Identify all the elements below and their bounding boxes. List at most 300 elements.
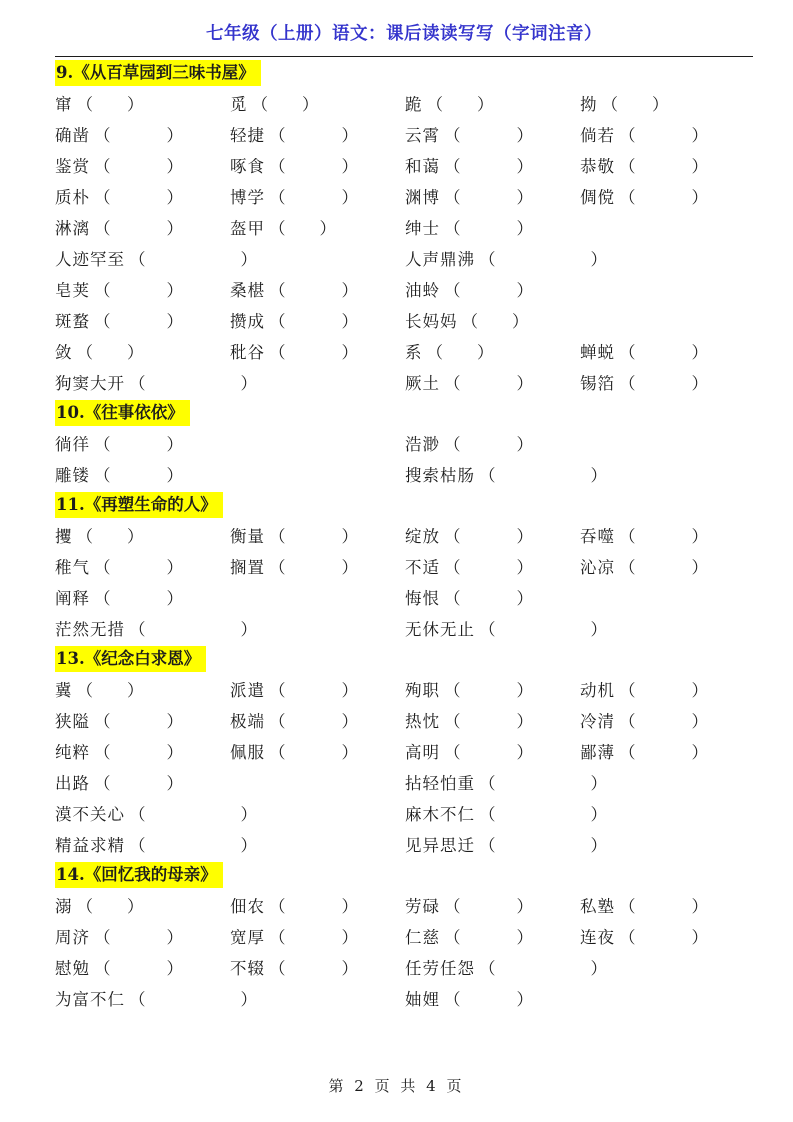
pinyin-blank bbox=[461, 295, 517, 296]
word-entry bbox=[55, 770, 230, 794]
blank-close-paren: ） bbox=[166, 156, 183, 176]
sections bbox=[55, 60, 753, 1013]
blank-open-paren: （ bbox=[619, 742, 636, 762]
pinyin-blank bbox=[268, 109, 302, 110]
word-entry bbox=[230, 91, 405, 115]
blank-close-paren: ） bbox=[302, 94, 319, 114]
pinyin-blank bbox=[496, 480, 591, 481]
word-entry bbox=[405, 339, 580, 363]
word-row bbox=[55, 766, 753, 797]
blank-close-paren: ） bbox=[341, 280, 358, 300]
blank-open-paren: （ bbox=[269, 526, 286, 546]
page-title: 七年级（上册）语文：课后读读写写（字词注音） bbox=[206, 24, 602, 44]
blank-open-paren: （ bbox=[94, 434, 111, 454]
word-text: 冀 bbox=[55, 680, 73, 700]
word-row bbox=[55, 612, 753, 643]
blank-open-paren: （ bbox=[269, 187, 286, 207]
word-text: 稚气 bbox=[55, 557, 90, 577]
pinyin-blank bbox=[636, 140, 692, 141]
word-text: 沁凉 bbox=[580, 557, 615, 577]
word-entry bbox=[405, 431, 580, 455]
word-text: 悔恨 bbox=[405, 588, 440, 608]
word-entry bbox=[405, 924, 580, 948]
word-text: 锡箔 bbox=[580, 373, 615, 393]
word-row bbox=[55, 550, 753, 581]
pinyin-blank bbox=[443, 357, 477, 358]
pinyin-blank bbox=[636, 942, 692, 943]
word-entry bbox=[580, 91, 755, 115]
word-row bbox=[55, 797, 753, 828]
word-text: 出路 bbox=[55, 773, 90, 793]
word-entry bbox=[405, 986, 580, 1010]
word-entry bbox=[405, 370, 580, 394]
word-entry bbox=[230, 677, 405, 701]
word-text: 漠不关心 bbox=[55, 804, 125, 824]
word-text: 秕谷 bbox=[230, 342, 265, 362]
blank-close-paren: ） bbox=[516, 187, 533, 207]
pinyin-blank bbox=[636, 572, 692, 573]
blank-close-paren: ） bbox=[240, 619, 257, 639]
section-heading: 14.《回忆我的母亲》 bbox=[55, 862, 223, 888]
blank-close-paren: ） bbox=[691, 125, 708, 145]
word-entry bbox=[405, 739, 580, 763]
blank-close-paren: ） bbox=[516, 280, 533, 300]
word-entry bbox=[580, 184, 755, 208]
blank-close-paren: ） bbox=[516, 156, 533, 176]
blank-open-paren: （ bbox=[619, 187, 636, 207]
blank-close-paren: ） bbox=[341, 557, 358, 577]
word-text: 淋漓 bbox=[55, 218, 90, 238]
blank-open-paren: （ bbox=[269, 218, 286, 238]
word-entry bbox=[580, 677, 755, 701]
pinyin-blank bbox=[111, 171, 167, 172]
blank-close-paren: ） bbox=[127, 342, 144, 362]
word-entry bbox=[230, 153, 405, 177]
word-row bbox=[55, 704, 753, 735]
blank-open-paren: （ bbox=[426, 342, 443, 362]
blank-open-paren: （ bbox=[76, 94, 93, 114]
word-row bbox=[55, 951, 753, 982]
word-text: 连夜 bbox=[580, 927, 615, 947]
blank-open-paren: （ bbox=[479, 619, 496, 639]
word-entry bbox=[580, 893, 755, 917]
blank-open-paren: （ bbox=[479, 958, 496, 978]
word-text: 倜傥 bbox=[580, 187, 615, 207]
word-entry bbox=[230, 924, 405, 948]
word-text: 拗 bbox=[580, 94, 598, 114]
blank-close-paren: ） bbox=[166, 187, 183, 207]
word-row bbox=[55, 273, 753, 304]
word-entry bbox=[55, 955, 230, 979]
word-entry bbox=[580, 924, 755, 948]
blank-open-paren: （ bbox=[94, 311, 111, 331]
blank-close-paren: ） bbox=[590, 773, 607, 793]
pinyin-blank bbox=[111, 140, 167, 141]
pinyin-blank bbox=[461, 140, 517, 141]
section-heading-line bbox=[55, 60, 753, 86]
word-text: 纯粹 bbox=[55, 742, 90, 762]
pinyin-blank bbox=[93, 541, 127, 542]
pinyin-blank bbox=[286, 357, 342, 358]
blank-open-paren: （ bbox=[94, 156, 111, 176]
blank-open-paren: （ bbox=[444, 125, 461, 145]
word-entry bbox=[55, 585, 230, 609]
pinyin-blank bbox=[496, 819, 591, 820]
blank-open-paren: （ bbox=[444, 156, 461, 176]
word-text: 慰勉 bbox=[55, 958, 90, 978]
word-row bbox=[55, 581, 753, 612]
blank-open-paren: （ bbox=[129, 989, 146, 1009]
pinyin-blank bbox=[636, 911, 692, 912]
word-text: 私塾 bbox=[580, 896, 615, 916]
pinyin-blank bbox=[111, 973, 167, 974]
pinyin-blank bbox=[93, 357, 127, 358]
section-heading-line bbox=[55, 646, 753, 672]
blank-close-paren: ） bbox=[240, 249, 257, 269]
word-text: 不适 bbox=[405, 557, 440, 577]
pinyin-blank bbox=[286, 695, 342, 696]
pinyin-blank bbox=[111, 233, 167, 234]
word-entry bbox=[55, 431, 230, 455]
blank-close-paren: ） bbox=[691, 927, 708, 947]
blank-close-paren: ） bbox=[341, 342, 358, 362]
word-row bbox=[55, 519, 753, 550]
blank-close-paren: ） bbox=[341, 958, 358, 978]
blank-open-paren: （ bbox=[129, 249, 146, 269]
pinyin-blank bbox=[286, 973, 342, 974]
word-row bbox=[55, 149, 753, 180]
word-entry bbox=[55, 184, 230, 208]
pinyin-blank bbox=[636, 726, 692, 727]
blank-open-paren: （ bbox=[619, 342, 636, 362]
blank-open-paren: （ bbox=[619, 156, 636, 176]
word-entry bbox=[55, 122, 230, 146]
word-text: 人迹罕至 bbox=[55, 249, 125, 269]
word-text: 妯娌 bbox=[405, 989, 440, 1009]
word-entry bbox=[580, 370, 755, 394]
blank-close-paren: ） bbox=[166, 742, 183, 762]
word-text: 绽放 bbox=[405, 526, 440, 546]
word-text: 鄙薄 bbox=[580, 742, 615, 762]
pinyin-blank bbox=[461, 202, 517, 203]
blank-open-paren: （ bbox=[444, 927, 461, 947]
pinyin-blank bbox=[461, 541, 517, 542]
word-entry bbox=[405, 122, 580, 146]
blank-open-paren: （ bbox=[619, 896, 636, 916]
pinyin-blank bbox=[461, 233, 517, 234]
blank-close-paren: ） bbox=[166, 434, 183, 454]
word-entry bbox=[55, 277, 230, 301]
word-text: 蝉蜕 bbox=[580, 342, 615, 362]
word-text: 吞噬 bbox=[580, 526, 615, 546]
blank-close-paren: ） bbox=[691, 156, 708, 176]
pinyin-blank bbox=[146, 819, 241, 820]
blank-open-paren: （ bbox=[444, 989, 461, 1009]
word-entry bbox=[405, 708, 580, 732]
blank-open-paren: （ bbox=[461, 311, 478, 331]
blank-open-paren: （ bbox=[619, 711, 636, 731]
pinyin-blank bbox=[461, 757, 517, 758]
word-text: 云霄 bbox=[405, 125, 440, 145]
word-text: 冷清 bbox=[580, 711, 615, 731]
pinyin-blank bbox=[461, 726, 517, 727]
pinyin-blank bbox=[461, 911, 517, 912]
pinyin-blank bbox=[636, 202, 692, 203]
word-row bbox=[55, 458, 753, 489]
word-entry bbox=[580, 153, 755, 177]
blank-open-paren: （ bbox=[129, 835, 146, 855]
blank-open-paren: （ bbox=[269, 896, 286, 916]
word-text: 绅士 bbox=[405, 218, 440, 238]
blank-close-paren: ） bbox=[240, 373, 257, 393]
blank-open-paren: （ bbox=[94, 927, 111, 947]
page-number: 第 2 页 共 4 页 bbox=[328, 1077, 465, 1095]
word-entry bbox=[230, 523, 405, 547]
pinyin-blank bbox=[93, 109, 127, 110]
word-text: 啄食 bbox=[230, 156, 265, 176]
pinyin-blank bbox=[496, 850, 591, 851]
pinyin-blank bbox=[111, 449, 167, 450]
word-entry bbox=[230, 708, 405, 732]
word-text: 阐释 bbox=[55, 588, 90, 608]
word-entry bbox=[405, 832, 755, 856]
word-entry bbox=[230, 277, 405, 301]
word-text: 长妈妈 bbox=[405, 311, 458, 331]
section bbox=[55, 60, 753, 397]
pinyin-blank bbox=[461, 603, 517, 604]
word-entry bbox=[405, 616, 755, 640]
word-entry bbox=[405, 246, 755, 270]
blank-open-paren: （ bbox=[426, 94, 443, 114]
blank-close-paren: ） bbox=[477, 342, 494, 362]
section-heading: 10.《往事依依》 bbox=[55, 400, 190, 426]
word-row bbox=[55, 118, 753, 149]
blank-open-paren: （ bbox=[269, 680, 286, 700]
blank-open-paren: （ bbox=[76, 896, 93, 916]
blank-open-paren: （ bbox=[619, 557, 636, 577]
blank-close-paren: ） bbox=[127, 526, 144, 546]
word-entry bbox=[405, 215, 580, 239]
blank-open-paren: （ bbox=[444, 373, 461, 393]
word-text: 不辍 bbox=[230, 958, 265, 978]
pinyin-blank bbox=[111, 942, 167, 943]
blank-close-paren: ） bbox=[516, 588, 533, 608]
blank-close-paren: ） bbox=[341, 711, 358, 731]
word-text: 狭隘 bbox=[55, 711, 90, 731]
blank-open-paren: （ bbox=[94, 958, 111, 978]
word-entry bbox=[55, 246, 405, 270]
word-entry bbox=[230, 184, 405, 208]
word-entry bbox=[405, 770, 755, 794]
blank-close-paren: ） bbox=[341, 125, 358, 145]
word-row bbox=[55, 242, 753, 273]
word-text: 溺 bbox=[55, 896, 73, 916]
pinyin-blank bbox=[111, 603, 167, 604]
pinyin-blank bbox=[111, 572, 167, 573]
blank-close-paren: ） bbox=[166, 958, 183, 978]
blank-open-paren: （ bbox=[444, 557, 461, 577]
word-entry bbox=[230, 122, 405, 146]
blank-open-paren: （ bbox=[76, 526, 93, 546]
word-entry bbox=[580, 739, 755, 763]
blank-open-paren: （ bbox=[479, 835, 496, 855]
word-text: 盔甲 bbox=[230, 218, 265, 238]
pinyin-blank bbox=[636, 171, 692, 172]
section bbox=[55, 492, 753, 643]
word-text: 窜 bbox=[55, 94, 73, 114]
word-row bbox=[55, 366, 753, 397]
word-text: 博学 bbox=[230, 187, 265, 207]
blank-open-paren: （ bbox=[76, 680, 93, 700]
blank-open-paren: （ bbox=[269, 927, 286, 947]
word-entry bbox=[405, 91, 580, 115]
word-entry bbox=[580, 122, 755, 146]
word-text: 劳碌 bbox=[405, 896, 440, 916]
word-text: 浩渺 bbox=[405, 434, 440, 454]
word-text: 佃农 bbox=[230, 896, 265, 916]
blank-open-paren: （ bbox=[444, 588, 461, 608]
word-text: 拈轻怕重 bbox=[405, 773, 475, 793]
blank-open-paren: （ bbox=[619, 680, 636, 700]
word-text: 攫 bbox=[55, 526, 73, 546]
blank-close-paren: ） bbox=[240, 804, 257, 824]
word-text: 派遣 bbox=[230, 680, 265, 700]
word-text: 攒成 bbox=[230, 311, 265, 331]
word-text: 殉职 bbox=[405, 680, 440, 700]
blank-open-paren: （ bbox=[444, 680, 461, 700]
blank-open-paren: （ bbox=[94, 557, 111, 577]
word-text: 轻捷 bbox=[230, 125, 265, 145]
word-row bbox=[55, 180, 753, 211]
word-text: 仁慈 bbox=[405, 927, 440, 947]
blank-open-paren: （ bbox=[94, 465, 111, 485]
word-entry bbox=[230, 955, 405, 979]
word-entry bbox=[55, 801, 405, 825]
blank-open-paren: （ bbox=[444, 434, 461, 454]
blank-open-paren: （ bbox=[479, 773, 496, 793]
word-entry bbox=[230, 215, 405, 239]
blank-close-paren: ） bbox=[319, 218, 336, 238]
blank-close-paren: ） bbox=[590, 249, 607, 269]
word-text: 鉴赏 bbox=[55, 156, 90, 176]
word-row bbox=[55, 673, 753, 704]
pinyin-blank bbox=[111, 202, 167, 203]
blank-close-paren: ） bbox=[341, 742, 358, 762]
word-text: 人声鼎沸 bbox=[405, 249, 475, 269]
pinyin-blank bbox=[111, 295, 167, 296]
word-row bbox=[55, 335, 753, 366]
word-row bbox=[55, 982, 753, 1013]
blank-close-paren: ） bbox=[166, 588, 183, 608]
word-entry bbox=[55, 893, 230, 917]
blank-open-paren: （ bbox=[444, 187, 461, 207]
pinyin-blank bbox=[146, 1004, 241, 1005]
word-entry bbox=[405, 893, 580, 917]
blank-open-paren: （ bbox=[444, 280, 461, 300]
pinyin-blank bbox=[146, 850, 241, 851]
word-text: 倘若 bbox=[580, 125, 615, 145]
pinyin-blank bbox=[286, 295, 342, 296]
blank-close-paren: ） bbox=[240, 835, 257, 855]
word-entry bbox=[405, 523, 580, 547]
word-text: 搜索枯肠 bbox=[405, 465, 475, 485]
word-row bbox=[55, 427, 753, 458]
word-text: 热忱 bbox=[405, 711, 440, 731]
word-text: 麻木不仁 bbox=[405, 804, 475, 824]
word-text: 极端 bbox=[230, 711, 265, 731]
blank-open-paren: （ bbox=[94, 742, 111, 762]
word-row bbox=[55, 87, 753, 118]
blank-open-paren: （ bbox=[269, 311, 286, 331]
word-text: 敛 bbox=[55, 342, 73, 362]
blank-close-paren: ） bbox=[652, 94, 669, 114]
word-text: 和蔼 bbox=[405, 156, 440, 176]
word-entry bbox=[405, 308, 580, 332]
word-entry bbox=[580, 708, 755, 732]
pinyin-blank bbox=[636, 695, 692, 696]
blank-close-paren: ） bbox=[127, 680, 144, 700]
blank-close-paren: ） bbox=[166, 711, 183, 731]
word-row bbox=[55, 920, 753, 951]
section-heading-line bbox=[55, 400, 753, 426]
section-heading: 11.《再塑生命的人》 bbox=[55, 492, 223, 518]
word-text: 为富不仁 bbox=[55, 989, 125, 1009]
blank-open-paren: （ bbox=[479, 465, 496, 485]
word-text: 佩服 bbox=[230, 742, 265, 762]
blank-close-paren: ） bbox=[341, 156, 358, 176]
blank-close-paren: ） bbox=[590, 619, 607, 639]
blank-close-paren: ） bbox=[127, 94, 144, 114]
blank-open-paren: （ bbox=[479, 249, 496, 269]
word-entry bbox=[580, 523, 755, 547]
pinyin-blank bbox=[286, 326, 342, 327]
blank-close-paren: ） bbox=[166, 773, 183, 793]
blank-close-paren: ） bbox=[166, 465, 183, 485]
pinyin-blank bbox=[111, 326, 167, 327]
blank-open-paren: （ bbox=[94, 187, 111, 207]
word-entry bbox=[55, 708, 230, 732]
word-text: 动机 bbox=[580, 680, 615, 700]
word-entry bbox=[55, 462, 230, 486]
pinyin-blank bbox=[636, 757, 692, 758]
pinyin-blank bbox=[461, 695, 517, 696]
header-rule bbox=[55, 56, 753, 57]
blank-open-paren: （ bbox=[94, 588, 111, 608]
blank-open-paren: （ bbox=[444, 711, 461, 731]
word-entry bbox=[55, 215, 230, 239]
blank-open-paren: （ bbox=[444, 218, 461, 238]
section-heading: 9.《从百草园到三味书屋》 bbox=[55, 60, 261, 86]
blank-open-paren: （ bbox=[479, 804, 496, 824]
word-entry bbox=[55, 523, 230, 547]
blank-close-paren: ） bbox=[166, 927, 183, 947]
blank-close-paren: ） bbox=[127, 896, 144, 916]
word-entry bbox=[55, 832, 405, 856]
blank-close-paren: ） bbox=[166, 125, 183, 145]
pinyin-blank bbox=[93, 695, 127, 696]
blank-open-paren: （ bbox=[269, 156, 286, 176]
blank-open-paren: （ bbox=[129, 804, 146, 824]
pinyin-blank bbox=[286, 202, 342, 203]
pinyin-blank bbox=[146, 264, 241, 265]
pinyin-blank bbox=[636, 357, 692, 358]
word-text: 皂荚 bbox=[55, 280, 90, 300]
word-entry bbox=[405, 955, 755, 979]
section bbox=[55, 646, 753, 859]
blank-close-paren: ） bbox=[516, 526, 533, 546]
pinyin-blank bbox=[618, 109, 652, 110]
blank-open-paren: （ bbox=[94, 711, 111, 731]
